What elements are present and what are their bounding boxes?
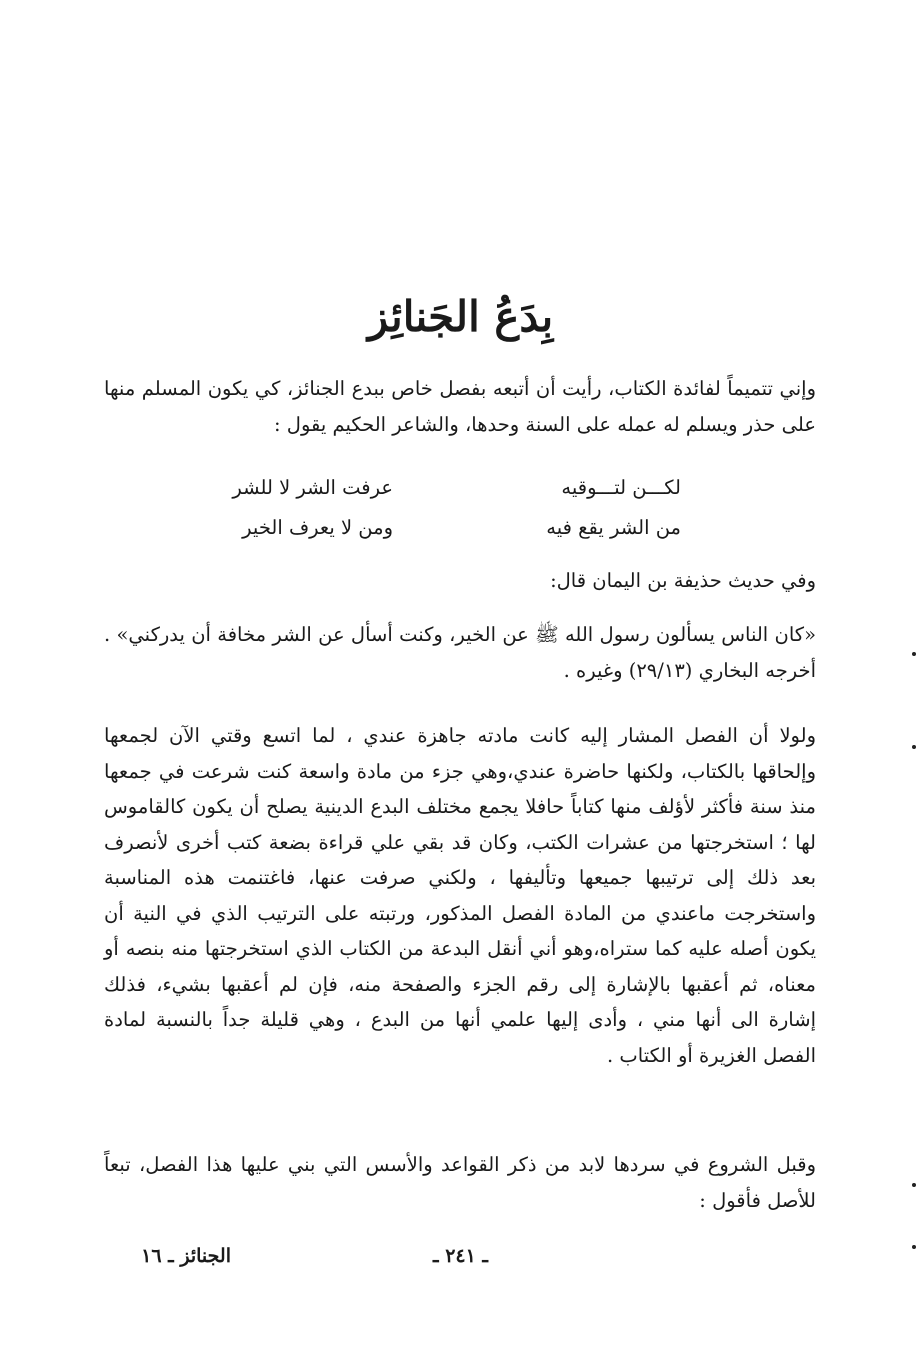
poem-line2-first-hemistich: ومن لا يعرف الخير — [242, 516, 393, 539]
explanation-paragraph: ولولا أن الفصل المشار إليه كانت مادته جاهزة عندي ، لما اتسع وقتي الآن لجمعها وإلحاقها بالكتاب، ولكنها حاضرة عندي،وهي جزء من مادة واسعة كنت شرعت في جمعها منذ سنة فأكثر لأؤلف منها كتاباً حافلا يجمع مختلف البدع الدينية يصلح أن يكون كالقاموس لها ؛ استخرجتها من عشرات الكتب، وكان قد بقي علي قراءة بضعة كتب أخرى لأنصرف بعد ذلك إلى ترتيبها جميعها وتأليفها ، ولكني صرفت عنها، فاغتنمت هذه المناسبة واستخرجت ماعندي من المادة الفصل المذكور، ورتبته على الترتيب الذي في النية أن يكون أصله عليه كما ستراه،وهو أني أنقل البدعة من الكتاب الذي استخرجتها منه بنصه أو معناه، ثم أعقبها بالإشارة إلى رقم الجزء والصفحة منه، فإن لم أعقبها بشيء، فذلك إشارة الى أنها مني ، وأدى إليها علمي أنها من البدع ، وهي قليلة جداً بالنسبة لمادة الفصل الغزيرة أو الكتاب . — [104, 724, 816, 1067]
margin-mark — [912, 1245, 916, 1249]
intro-paragraph: وإني تتميماً لفائدة الكتاب، رأيت أن أتبعه بفصل خاص ببدع الجنائز، كي يكون المسلم منها على حذر ويسلم له عمله على السنة وحدها، والشاعر الحكيم يقول : — [104, 377, 816, 436]
poem-line1-first-hemistich: عرفت الشر لا للشر — [232, 476, 393, 499]
hadith-quote-paragraph: «كان الناس يسألون رسول الله ﷺ عن الخير، وكنت أسأل عن الشر مخافة أن يدركني» . أخرجه البخاري (٢٩/١٣) وغيره . — [104, 623, 816, 682]
closing-paragraph: وقبل الشروع في سردها لابد من ذكر القواعد والأسس التي بني عليها هذا الفصل، تبعاً للأصل فأقول : — [104, 1153, 816, 1212]
section-signature: الجنائز ـ ١٦ — [141, 1245, 231, 1267]
poem-line2-second-hemistich: من الشر يقع فيه — [546, 516, 681, 539]
hadith-intro-paragraph: وفي حديث حذيفة بن اليمان قال: — [550, 569, 816, 592]
margin-mark — [912, 652, 916, 656]
margin-mark — [912, 1183, 916, 1187]
poem-line1-second-hemistich: لكـــن لتـــوقيه — [561, 476, 681, 499]
chapter-title: بِدَعُ الجَنائِز — [367, 292, 554, 341]
page-number: ـ ٢٤١ ـ — [433, 1245, 488, 1267]
margin-mark — [912, 745, 916, 749]
